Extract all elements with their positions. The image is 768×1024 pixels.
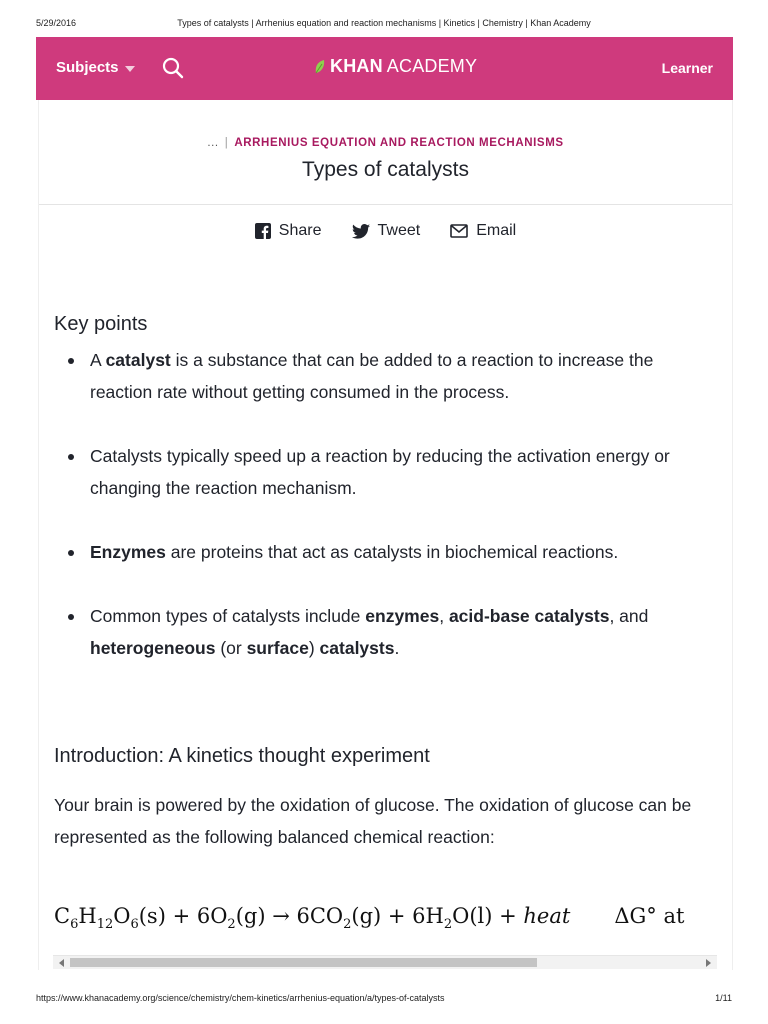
list-item: Enzymes are proteins that act as catalysts in biochemical reactions. (54, 536, 714, 568)
tweet-button[interactable] (352, 222, 421, 240)
scroll-right-icon[interactable] (706, 959, 711, 967)
learner-menu-button[interactable]: Learner (661, 60, 713, 76)
list-item: A catalyst is a substance that can be added to a reaction to increase the reaction rate without getting consumed in the process. (54, 344, 714, 408)
print-header (36, 18, 732, 32)
share-label: Share (278, 222, 322, 239)
email-button[interactable] (450, 222, 516, 240)
list-item: Common types of catalysts include enzymes, acid-base catalysts, and heterogeneous (or surface) catalysts. (54, 600, 714, 664)
facebook-icon (255, 223, 271, 239)
print-title: Types of catalysts | Arrhenius equation and reaction mechanisms | Kinetics | Chemistry | Khan Academy (177, 18, 591, 28)
top-navigation-bar (36, 37, 733, 100)
subjects-menu-button[interactable] (56, 59, 135, 76)
glucose-oxidation-equation: $C_6H_{12}O_6(s) + 6O_2(g) \to 6CO_2(g) + 6H_2O(l)$ + heat ΔG° at (54, 904, 685, 933)
scroll-left-icon[interactable] (59, 959, 64, 967)
divider (39, 204, 732, 205)
leaf-icon (314, 59, 326, 75)
article-content (38, 100, 733, 970)
scrollbar-thumb[interactable] (70, 958, 537, 967)
twitter-icon (352, 224, 370, 239)
key-points-list (54, 344, 714, 696)
email-label: Email (476, 222, 517, 239)
page-title: Types of catalysts (302, 158, 469, 181)
khan-academy-logo[interactable] (314, 56, 477, 77)
share-button[interactable] (255, 222, 322, 240)
breadcrumb-link[interactable]: ARRHENIUS EQUATION AND REACTION MECHANISMS (234, 137, 564, 149)
key-points-heading: Key points (54, 313, 148, 335)
horizontal-scrollbar[interactable] (53, 955, 717, 969)
search-icon (162, 57, 184, 79)
tweet-label: Tweet (377, 222, 421, 239)
logo-academy-text: ACADEMY (386, 56, 478, 76)
share-bar (39, 222, 732, 240)
print-url: https://www.khanacademy.org/science/chemistry/chem-kinetics/arrhenius-equation/a/types-of-catalysts (36, 993, 445, 1003)
list-item: Catalysts typically speed up a reaction by reducing the activation energy or changing the reaction mechanism. (54, 440, 714, 504)
logo-khan-text: KHAN (330, 56, 383, 76)
print-date: 5/29/2016 (36, 18, 77, 28)
search-button[interactable] (162, 57, 184, 79)
print-page-number: 1/11 (715, 993, 732, 1003)
introduction-heading: Introduction: A kinetics thought experiment (54, 745, 430, 767)
breadcrumb (39, 137, 732, 149)
caret-down-icon (125, 66, 135, 72)
equation-scroll-area (54, 880, 718, 940)
envelope-icon (450, 224, 468, 238)
breadcrumb-separator: | (224, 137, 229, 149)
subjects-label: Subjects (56, 59, 119, 76)
breadcrumb-ellipsis[interactable]: ... (207, 137, 219, 149)
introduction-paragraph: Your brain is powered by the oxidation of glucose. The oxidation of glucose can be represented as the following balanced chemical reaction: (54, 795, 692, 847)
